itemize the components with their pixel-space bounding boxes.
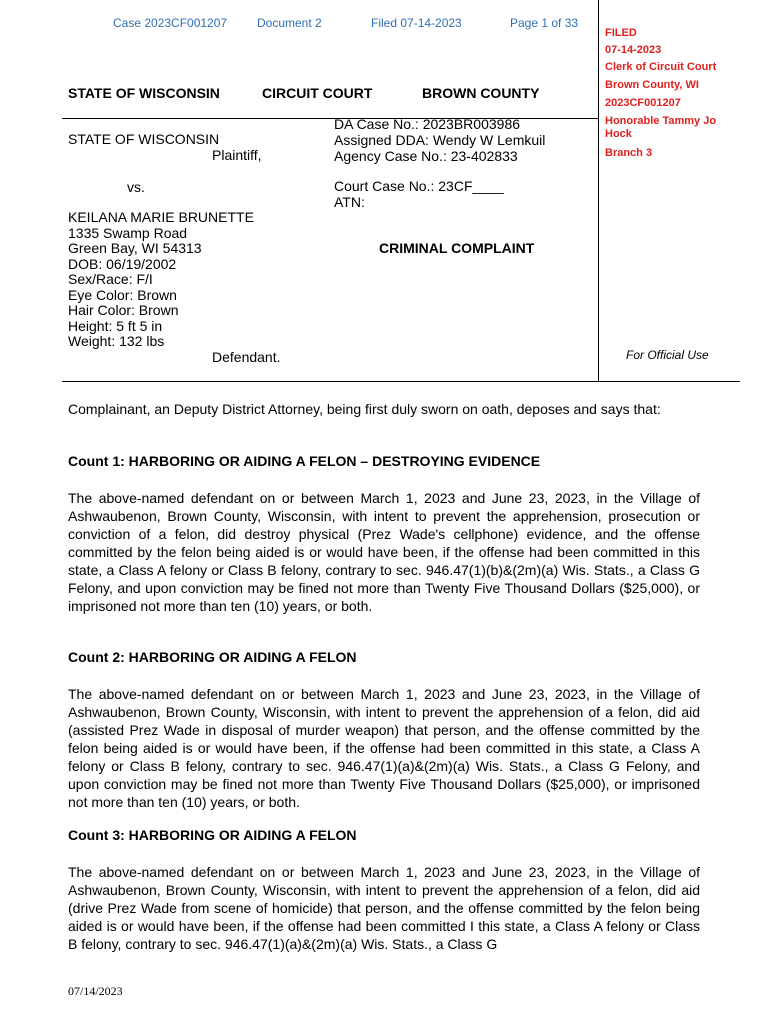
count-2-title: Count 2: HARBORING OR AIDING A FELON (68, 649, 357, 665)
caption-vertical-rule (598, 0, 599, 382)
document-number-header: Document 2 (257, 16, 322, 30)
defendant-dob: DOB: 06/19/2002 (68, 255, 177, 272)
case-number-header: Case 2023CF001207 (113, 16, 228, 30)
court-case-number: Court Case No.: 23CF____ (334, 178, 504, 194)
defendant-block (68, 210, 254, 350)
agency-case-number: Agency Case No.: 23-402833 (334, 148, 518, 164)
court-name: CIRCUIT COURT (262, 85, 373, 101)
assigned-dda: Assigned DDA: Wendy W Lemkuil (334, 132, 546, 148)
defendant-address: 1335 Swamp Road (68, 224, 188, 241)
defendant-hair-color: Hair Color: Brown (68, 302, 179, 318)
filed-date-header: Filed 07-14-2023 (371, 16, 462, 30)
da-case-number: DA Case No.: 2023BR003986 (334, 116, 521, 132)
defendant-eye-color: Eye Color: Brown (68, 286, 177, 303)
stamp-case-number: 2023CF001207 (605, 97, 681, 109)
plaintiff-name: STATE OF WISCONSIN (68, 131, 220, 147)
defendant-sex-race: Sex/Race: F/I (68, 271, 153, 287)
defendant-label: Defendant. (212, 349, 281, 365)
stamp-judge: Honorable Tammy Jo (605, 115, 717, 127)
complaint-intro: Complainant, an Deputy District Attorney, being first duly sworn on oath, deposes and says that: (68, 401, 661, 417)
stamp-county: Brown County, WI (605, 79, 699, 91)
official-use-label: For Official Use (626, 348, 709, 362)
page-number-header: Page 1 of 33 (510, 16, 579, 30)
count-3-title: Count 3: HARBORING OR AIDING A FELON (68, 827, 357, 843)
count-1-text: The above-named defendant on or between March 1, 2023 and June 23, 2023, in the Village of Ashwaubenon, Brown County, Wisconsin, with intent to prevent the apprehension, prosecution or conviction of a felon, did destroy physical (Prez Wade's cellphone) evidence, and the offense committed by the felon being aided is or would have been, if the offense had been committed in this state, a Class A felony or Class B felony, contrary to sec. 946.47(1)(b)&(2m)(a) Wis. Stats., a Class G Felony, and upon conviction may be fined not more than Twenty Five Thousand Dollars ($25,000), or imprisoned not more than ten (10) years, or both. (68, 490, 700, 614)
stamp-judge-cont: Hock (605, 128, 632, 140)
stamp-clerk: Clerk of Circuit Court (605, 61, 717, 73)
footer-date: 07/14/2023 (68, 984, 123, 998)
stamp-date: 07-14-2023 (605, 44, 662, 56)
plaintiff-label: Plaintiff, (212, 147, 262, 163)
defendant-height: Height: 5 ft 5 in (68, 317, 163, 334)
defendant-city: Green Bay, WI 54313 (68, 240, 202, 256)
court-state: STATE OF WISCONSIN (68, 85, 220, 101)
count-3-text: The above-named defendant on or between March 1, 2023 and June 23, 2023, in the Village of Ashwaubenon, Brown County, Wisconsin, with intent to prevent the apprehension of a felon, did aid (drive Prez Wade from scene of homicide) that person, and the offense committed by the felon being aided is or would have been, if the offense had been committed I this state, a Class A felony or Class B felony, contrary to sec. 946.47(1)(a)&(2m)(a) Wis. Stats., a Class G (68, 864, 700, 952)
versus-label: vs. (127, 179, 145, 195)
stamp-branch: Branch 3 (605, 147, 653, 159)
stamp-filed: FILED (605, 27, 637, 39)
defendant-name: KEILANA MARIE BRUNETTE (68, 209, 254, 225)
court-county: BROWN COUNTY (422, 85, 540, 101)
defendant-weight: Weight: 132 lbs (68, 333, 165, 349)
count-1-title: Count 1: HARBORING OR AIDING A FELON – DESTROYING EVIDENCE (68, 453, 541, 469)
document-title: CRIMINAL COMPLAINT (379, 240, 535, 256)
caption-bottom-rule (62, 381, 740, 382)
count-2-text: The above-named defendant on or between March 1, 2023 and June 23, 2023, in the Village of Ashwaubenon, Brown County, Wisconsin, with intent to prevent the apprehension of a felon, did aid (assisted Prez Wade in disposal of murder weapon) that person, and the offense committed by the felon being aided is or would have been, if the offense had been committed in this state, a Class A felony or Class B felony, contrary to sec. 946.47(1)(a)&(2m)(a) Wis. Stats., a Class G Felony, and upon conviction may be fined not more than Twenty Five Thousand Dollars ($25,000), or imprisoned not more than ten (10) years, or both. (68, 686, 700, 810)
atn-label: ATN: (334, 194, 365, 210)
